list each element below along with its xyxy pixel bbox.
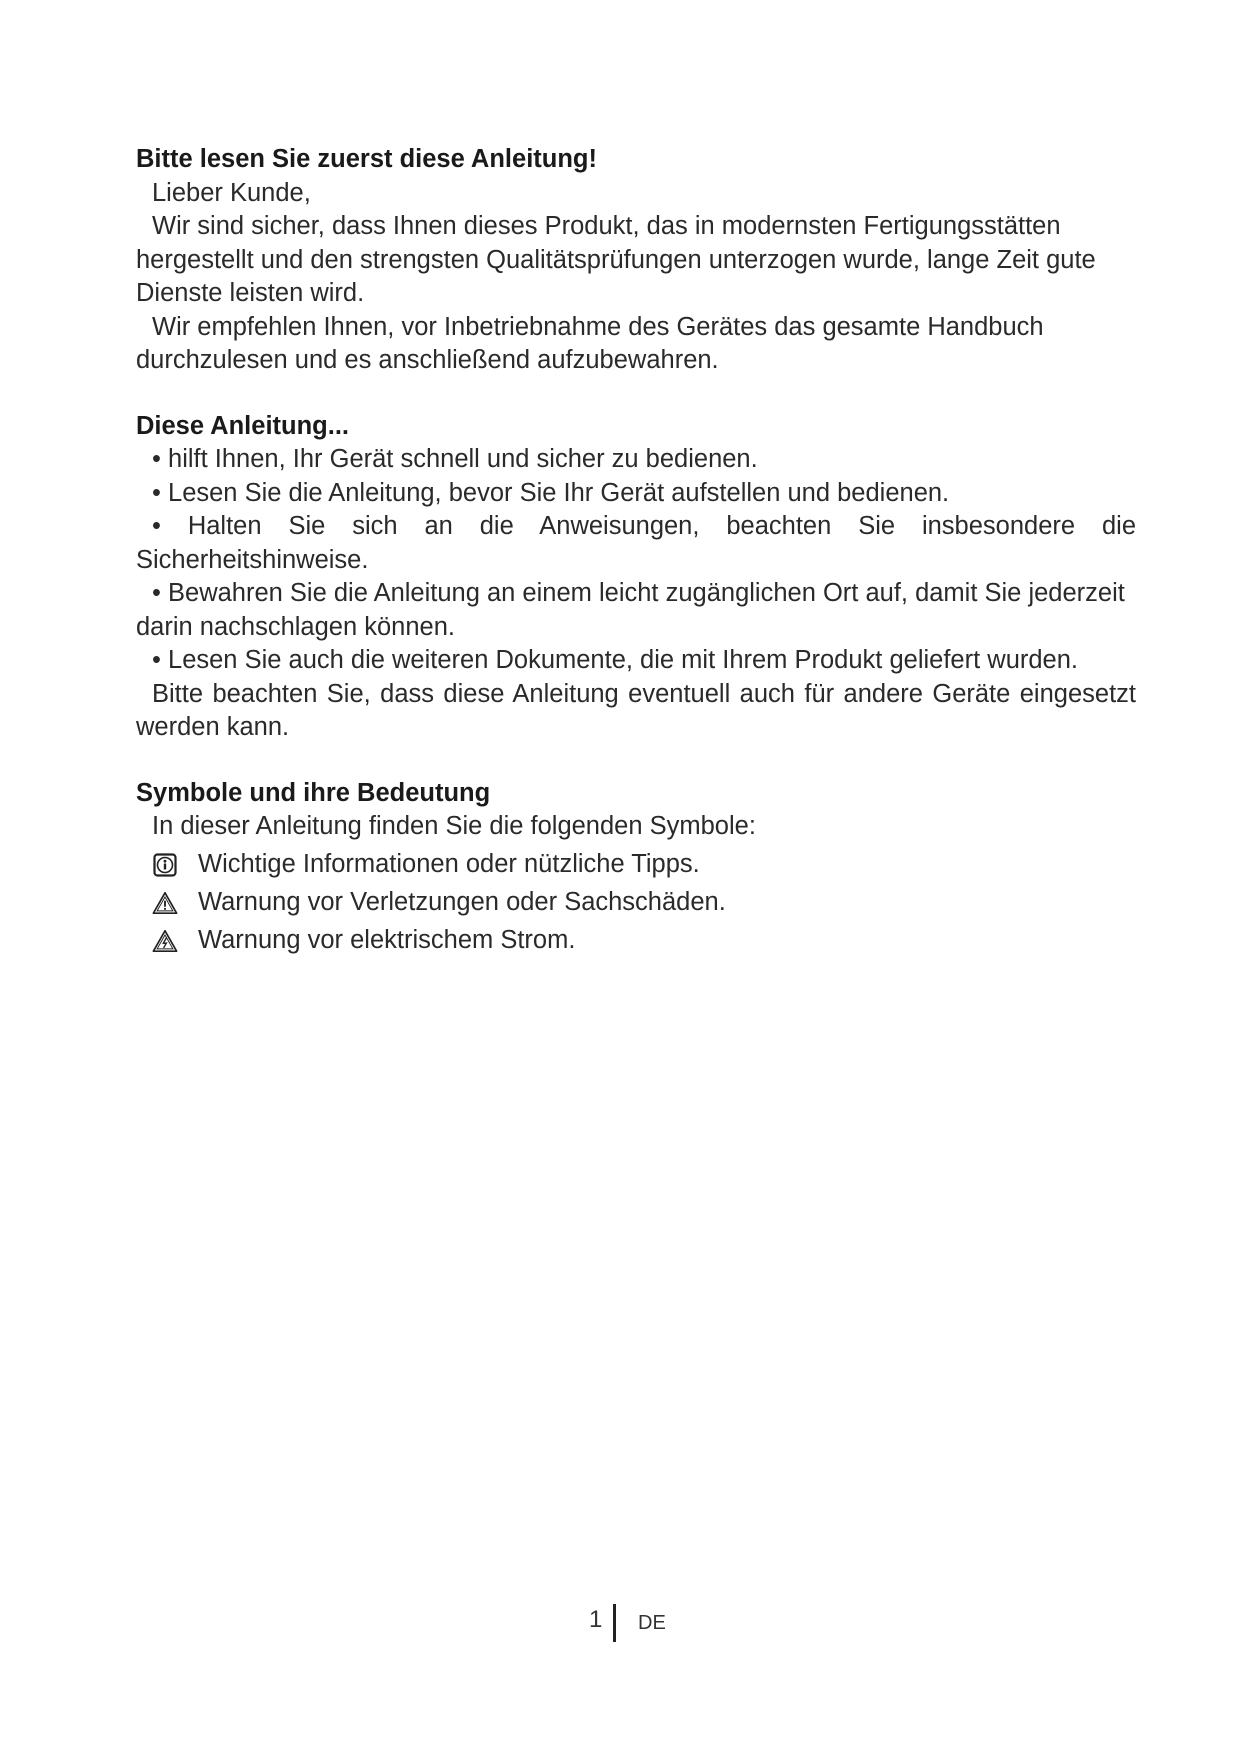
bullet-item: • Lesen Sie die Anleitung, bevor Sie Ihr Gerät aufstellen und bedienen. <box>152 478 950 507</box>
page-number: 1 <box>589 1606 603 1633</box>
info-icon <box>152 852 178 878</box>
bullet-item: • Bewahren Sie die Anleitung an einem leicht zugänglichen Ort auf, damit Sie jederzeit darin nachschlagen können. <box>136 579 1125 641</box>
section-heading-symbols: Symbole und ihre Bedeutung <box>136 778 491 807</box>
section-heading-this-manual: Diese Anleitung... <box>136 411 350 440</box>
symbol-description: Wichtige Informationen oder nützliche Tipps. <box>198 849 700 878</box>
document-body <box>136 143 1136 960</box>
symbol-row-warning <box>152 884 1136 922</box>
symbols-intro: In dieser Anleitung finden Sie die folgenden Symbole: <box>152 812 756 840</box>
page-divider <box>613 1604 616 1642</box>
bullet-item: • Lesen Sie auch die weiteren Dokumente, die mit Ihrem Produkt geliefert wurden. <box>152 646 1078 674</box>
symbol-row-info <box>152 846 1136 884</box>
warning-icon <box>152 890 178 916</box>
symbol-description: Warnung vor elektrischem Strom. <box>198 925 576 954</box>
bullet-item: • hilft Ihnen, Ihr Gerät schnell und sicher zu bedienen. <box>152 445 758 473</box>
other-devices-note: Bitte beachten Sie, dass diese Anleitung eventuell auch für andere Geräte eingesetzt werden kann. <box>136 679 1136 741</box>
recommendation-paragraph: Wir empfehlen Ihnen, vor Inbetriebnahme des Gerätes das gesamte Handbuch durchzulesen und es anschließend aufzubewahren. <box>136 312 1044 374</box>
symbol-row-electric <box>152 922 1136 960</box>
language-code: DE <box>638 1612 666 1634</box>
section-heading-read-first: Bitte lesen Sie zuerst diese Anleitung! <box>136 145 597 173</box>
bullet-item: • Halten Sie sich an die Anweisungen, beachten Sie insbesondere die Sicherheitshinweise. <box>136 512 1136 574</box>
electric-warning-icon <box>152 928 178 954</box>
intro-paragraph: Wir sind sicher, dass Ihnen dieses Produkt, das in modernsten Fertigungsstätten hergestellt und den strengsten Qualitätsprüfungen unterzogen wurde, lange Zeit gute Dienste leisten wird. <box>136 212 1096 307</box>
greeting: Lieber Kunde, <box>152 178 311 207</box>
symbol-description: Warnung vor Verletzungen oder Sachschäden. <box>198 887 726 916</box>
page-footer <box>0 1604 1241 1644</box>
